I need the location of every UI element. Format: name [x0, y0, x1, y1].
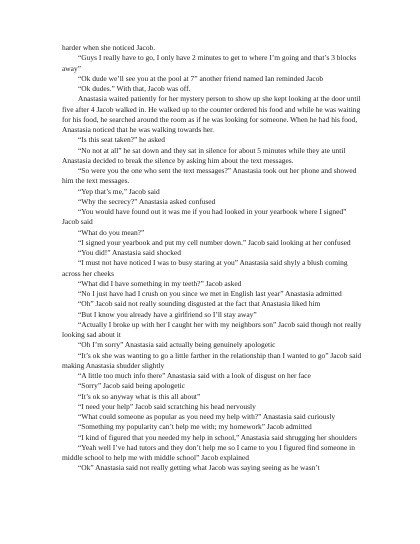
document-body	[62, 43, 364, 474]
paragraph: “Ok dudes.” With that, Jacob was off.	[78, 84, 191, 93]
paragraph: “Is this seat taken?” he asked	[78, 135, 165, 145]
paragraph: harder when she noticed Jacob.	[62, 43, 156, 52]
paragraph: “Ok dude we’ll see you at the pool at 7” another friend named Ian reminded Jacob	[78, 73, 324, 83]
paragraph: “No not at all” he sat down and they sat in silence for about 5 minutes while they ate until Anastasia decided to break the silence by asking him about the text messages.	[62, 145, 346, 165]
paragraph: “It’s ok so anyway what is this all about”	[78, 391, 201, 401]
paragraph: “You would have found out it was me if you had looked in your yearbook where I signed” Jacob said	[62, 207, 347, 227]
paragraph: “Why the secrecy?” Anastasia asked confused	[78, 196, 216, 206]
paragraph: “Oh I’m sorry” Anastasia said actually being genuinely apologetic	[78, 340, 276, 350]
paragraph: “So were you the one who sent the text messages?” Anastasia took out her phone and showed him the text messages.	[62, 166, 357, 186]
paragraph: Anastasia waited patiently for her mystery person to show up she kept looking at the door until five after 4 Jacob walked in. He walked up to the counter ordered his food and while he was waiting for his food, he searched around the room as if he was looking for someone. When he had his food, Anastasia noticed that he was walking towards her.	[62, 94, 361, 134]
paragraph: “Actually I broke up with her I caught her with my neighbors son” Jacob said though not really looking sad about it	[62, 319, 362, 339]
paragraph: “Guys I really have to go, I only have 2 minutes to get to where I’m going and that’s 3 blocks away”	[62, 53, 357, 73]
paragraph: “A little too much info there” Anastasia said with a look of disgust on her face	[78, 371, 311, 380]
paragraph: “I need your help” Jacob said scratching his head nervously	[78, 401, 256, 411]
paragraph: “No I just have had I crush on you since we met in English last year” Anastasia admitted	[78, 289, 342, 298]
paragraph: “Ok” Anastasia said not really getting what Jacob was saying seeing as he wasn’t	[78, 463, 320, 473]
paragraph: “You did!” Anastasia said shocked	[78, 248, 181, 257]
paragraph: “Sorry” Jacob said being apologetic	[78, 381, 185, 391]
paragraph: “What do you mean?”	[78, 227, 145, 237]
paragraph: “Oh” Jacob said not really sounding disgusted at the fact that Anastasia liked him	[78, 299, 321, 309]
paragraph: “What did I have something in my teeth?” Jacob asked	[78, 278, 242, 288]
paragraph: “Yep that’s me,” Jacob said	[78, 186, 160, 196]
paragraph: “But I know you already have a girlfriend so I’ll stay away”	[78, 309, 257, 319]
paragraph: “I must not have noticed I was to busy staring at you” Anastasia said shyly a blush coming across her cheeks	[62, 258, 348, 278]
paragraph: “I signed your yearbook and put my cell number down.” Jacob said looking at her confused	[78, 237, 351, 247]
paragraph: “Yeah well I’ve had tutors and they don’t help me so I came to you I figured find someone in middle school to help me with middle school” Jacob explained	[62, 442, 355, 462]
paragraph: “It’s ok she was wanting to go a little farther in the relationship than I wanted to go” Jacob said making Anastasia shudder slightly	[62, 350, 362, 370]
paragraph: “What could someone as popular as you need my help with?” Anastasia said curiously	[78, 412, 336, 421]
paragraph: “Something my popularity can’t help me with; my homework” Jacob admitted	[78, 422, 312, 432]
paragraph: “I kind of figured that you needed my help in school,” Anastasia said shrugging her shoulders	[78, 432, 357, 442]
